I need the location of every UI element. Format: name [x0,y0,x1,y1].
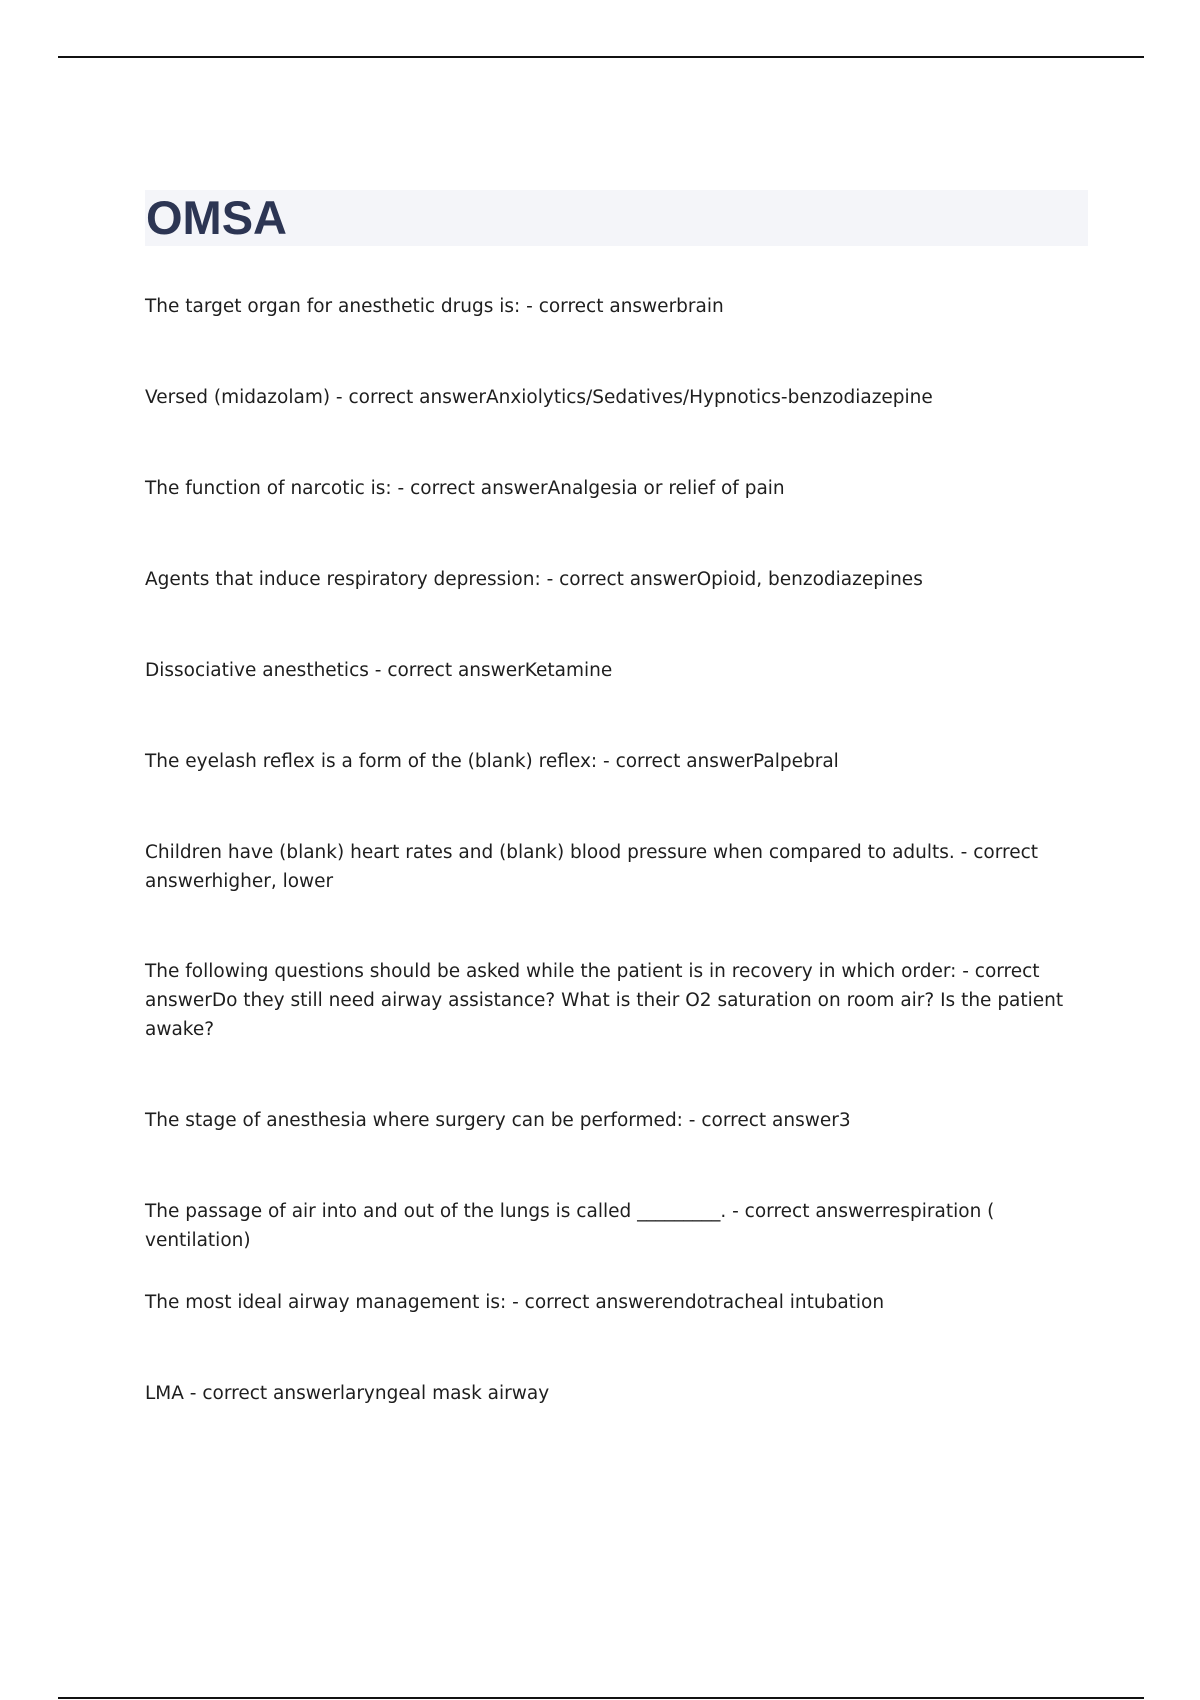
qa-entry: The eyelash reflex is a form of the (blank) reflex: - correct answerPalpebral [145,751,839,772]
qa-entry: Agents that induce respiratory depression: - correct answerOpioid, benzodiazepines [145,569,923,590]
qa-entry: The stage of anesthesia where surgery can be performed: - correct answer3 [145,1110,851,1131]
title-banner [145,190,1088,246]
qa-entry: Children have (blank) heart rates and (blank) blood pressure when compared to adults. - correct answerhigher, lower [145,842,1038,892]
footer-rule [58,1697,1144,1699]
qa-entry: LMA - correct answerlaryngeal mask airway [145,1383,550,1404]
qa-entry: The most ideal airway management is: - correct answerendotracheal intubation [145,1292,885,1313]
qa-entry: The following questions should be asked while the patient is in recovery in which order: - correct answerDo they still need airway assistance? What is their O2 saturation on room air? Is the patient awake? [145,961,1064,1040]
qa-entry: Dissociative anesthetics - correct answerKetamine [145,660,613,681]
document-title: OMSA [146,191,287,244]
qa-entry: The target organ for anesthetic drugs is: - correct answerbrain [145,296,724,317]
qa-entry: The function of narcotic is: - correct answerAnalgesia or relief of pain [145,478,785,499]
qa-entry: Versed (midazolam) - correct answerAnxiolytics/Sedatives/Hypnotics-benzodiazepine [145,387,933,408]
qa-entry: The passage of air into and out of the lungs is called _________. - correct answerrespiration ( ventilation) [145,1201,995,1251]
header-rule [58,56,1144,58]
